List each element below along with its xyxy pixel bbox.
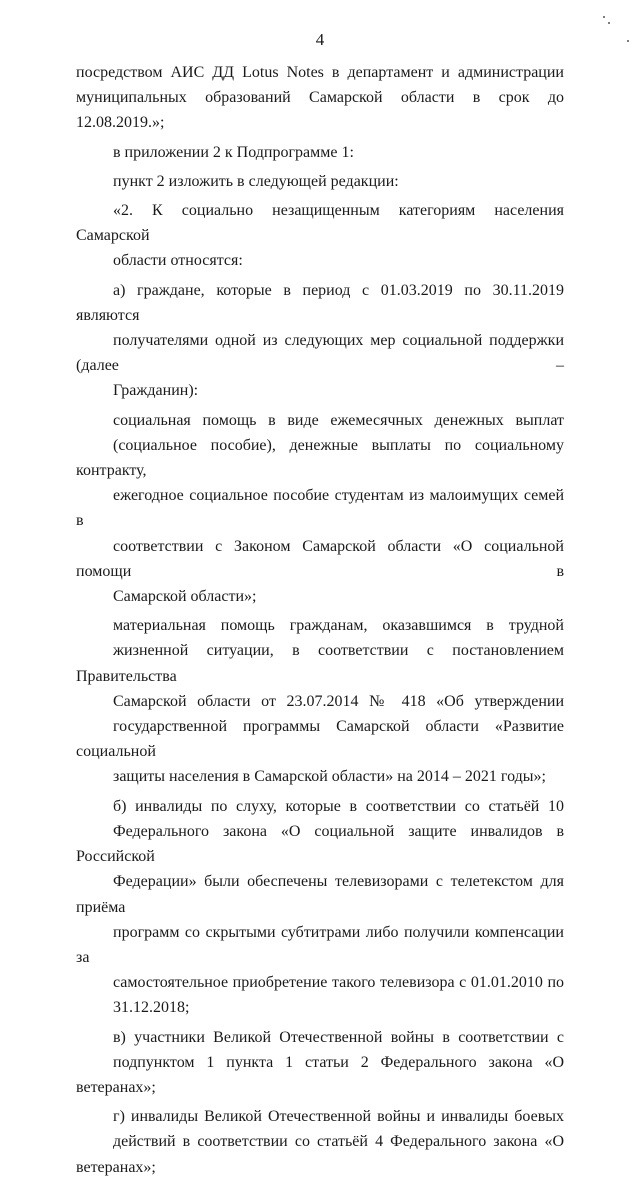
paragraph [76, 794, 564, 1021]
text-line: Самарской области»; [113, 588, 257, 606]
document-body [76, 60, 564, 1180]
paragraph [76, 613, 564, 789]
text-line: в) участники Великой Отечественной войны в соответствии с [113, 1028, 564, 1046]
text-line: государственной программы Самарской области «Развитие социальной [76, 718, 564, 761]
text-line: б) инвалиды по слуху, которые в соответствии со статьёй 10 [113, 797, 564, 815]
text-line: посредством АИС ДД Lotus Notes в департамент и администрации [76, 64, 564, 81]
text-line: муниципальных образований Самарской области в срок до 12.08.2019.»; [76, 89, 564, 132]
text-line: (социальное пособие), денежные выплаты по социальному контракту, [76, 436, 564, 480]
paragraph [76, 140, 564, 165]
text-line: г) инвалиды Великой Отечественной войны и инвалиды боевых [113, 1108, 564, 1126]
paragraph [76, 169, 564, 194]
text-line: соответствии с Законом Самарской области «О социальной помощи в [76, 537, 564, 580]
text-line: программ со скрытыми субтитрами либо получили компенсации за [76, 923, 564, 966]
text-line: Гражданин): [113, 382, 199, 400]
paragraph [76, 60, 564, 136]
text-line: в приложении 2 к Подпрограмме 1: [113, 143, 354, 161]
scan-speck [603, 16, 605, 18]
scan-speck [608, 22, 610, 24]
text-line: материальная помощь гражданам, оказавшимся в трудной [113, 617, 564, 635]
text-line: жизненной ситуации, в соответствии с постановлением Правительства [76, 642, 564, 685]
text-line: социальная помощь в виде ежемесячных денежных выплат [113, 411, 564, 429]
scan-speck [627, 40, 629, 42]
paragraph [76, 1025, 564, 1101]
text-line: области относятся: [113, 252, 243, 270]
text-line: Федерации» были обеспечены телевизорами с телетекстом для приёма [76, 873, 564, 916]
text-line: самостоятельное приобретение такого телевизора с 01.01.2010 по [113, 974, 564, 992]
text-line: пункт 2 изложить в следующей редакции: [113, 172, 399, 190]
text-line: Федерального закона «О социальной защите инвалидов в Российской [76, 822, 564, 866]
text-line: подпунктом 1 пункта 1 статьи 2 Федерального закона «О ветеранах»; [76, 1053, 564, 1096]
text-line: защиты населения в Самарской области» на 2014 – 2021 годы»; [113, 768, 546, 786]
paragraph [76, 278, 564, 404]
text-line: Самарской области от 23.07.2014 № 418 «Об утверждении [113, 692, 564, 710]
text-line: а) граждане, которые в период с 01.03.2019 по 30.11.2019 являются [76, 281, 564, 324]
text-line: получателями одной из следующих мер социальной поддержки (далее – [76, 332, 564, 375]
page-number: 4 [315, 30, 325, 49]
text-line: ежегодное социальное пособие студентам из малоимущих семей в [76, 487, 564, 530]
paragraph [76, 408, 564, 610]
text-line: «2. К социально незащищенным категориям населения Самарской [76, 202, 564, 245]
paragraph [76, 198, 564, 274]
paragraph [76, 1104, 564, 1180]
text-line: действий в соответствии со статьёй 4 Федерального закона «О ветеранах»; [76, 1133, 564, 1176]
text-line: 31.12.2018; [113, 999, 190, 1017]
